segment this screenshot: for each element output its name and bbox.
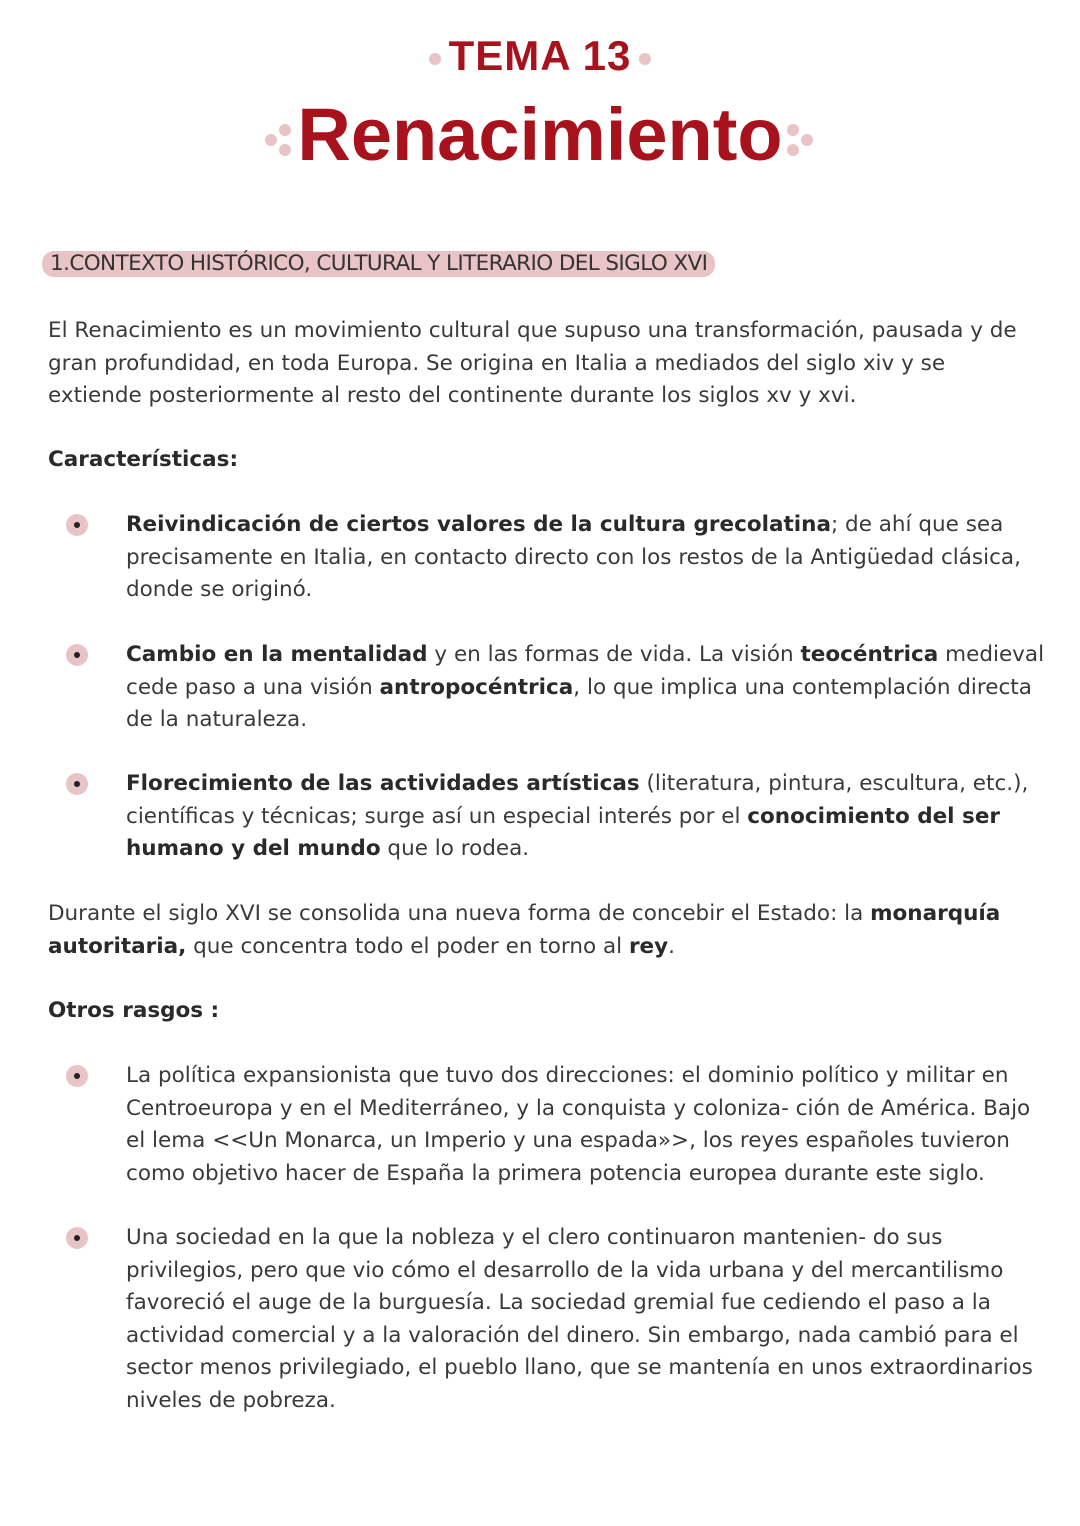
page-title [0,92,1080,177]
dot-decoration [639,53,651,65]
text: . [668,933,675,959]
tema-label: TEMA 13 [448,32,632,79]
list-item [126,1222,1046,1417]
dots-decoration-right [783,120,815,160]
text: que concentra todo el poder en torno al [186,933,629,959]
text: Durante el siglo XVI se consolida una nueva forma de concebir el Estado: la [48,901,871,926]
text: El Renacimiento es un movimiento cultural que supuso una transformación, pausada y de gran profundidad, en toda Europa. Se origina en Italia a mediados del siglo xiv y se extiende posteriormente al resto del continente durante los siglos xv y xvi. [48,318,1017,408]
title-text: Renacimiento [297,93,783,176]
bold-text: monarquía autoritaria, [48,901,1001,959]
bold-text: Características: [48,447,239,472]
bold-text: Otros rasgos : [48,998,220,1023]
text: , lo que implica una contemplación directa de la naturaleza. [126,674,1032,732]
text: ; de ahí que sea precisamente en Italia, en contacto directo con los restos de la Antigüedad clásica, donde se originó. [126,512,1021,602]
list-item [126,768,1046,866]
bold-text: rey [628,933,669,959]
list-item [126,639,1046,737]
bold-text: teocéntrica [800,642,939,667]
paragraph [48,315,1038,413]
bold-text: Cambio en la mentalidad [126,642,428,667]
paragraph [48,444,1038,477]
dots-decoration-left [265,120,297,160]
bullet-icon [66,1227,88,1249]
bullet-icon [66,644,88,666]
text: que lo rodea. [380,836,530,861]
text: (literatura, pintura, escultura, etc.), científicas y técnicas; surge así un especial interés por el [126,771,1029,829]
bold-text: conocimiento del ser humano y del mundo [126,803,1001,861]
paragraph [48,898,1038,963]
paragraph [48,995,1038,1028]
list-item [126,1060,1046,1190]
text: y en las formas de vida. La visión [427,642,801,667]
text: medieval cede paso a una visión [126,642,1045,700]
bullet-icon [66,773,88,795]
bold-text: antropocéntrica [379,674,574,700]
section-heading: 1.CONTEXTO HISTÓRICO, CULTURAL Y LITERARIO DEL SIGLO XVI [42,251,715,277]
list-item [126,509,1046,607]
bullet-icon [66,1065,88,1087]
bold-text: Reivindicación de ciertos valores de la cultura grecolatina [126,512,831,537]
text: La política expansionista que tuvo dos direcciones: el dominio político y militar en Centroeuropa y en el Mediterráneo, y la conquista y coloniza- ción de América. Bajo el lema <<Un Monarca, un Imperio y una espada»>, los reyes españoles tuvieron como objetivo hacer de España la primera potencia europea durante este siglo. [126,1063,1031,1186]
bullet-icon [66,514,88,536]
dot-decoration [429,53,441,65]
bold-text: Florecimiento de las actividades artísticas [126,771,640,796]
text: Una sociedad en la que la nobleza y el clero continuaron mantenien- do sus privilegios, pero que vio cómo el desarrollo de la vida urbana y del mercantilismo favoreció el auge de la burguesía. La sociedad gremial fue cediendo el paso a la actividad comercial y a la valoración del dinero. Sin embargo, nada cambió para el sector menos privilegiado, el pueblo llano, que se mantenía en unos extraordinarios niveles de pobreza. [126,1225,1033,1413]
tema-heading [0,32,1080,80]
